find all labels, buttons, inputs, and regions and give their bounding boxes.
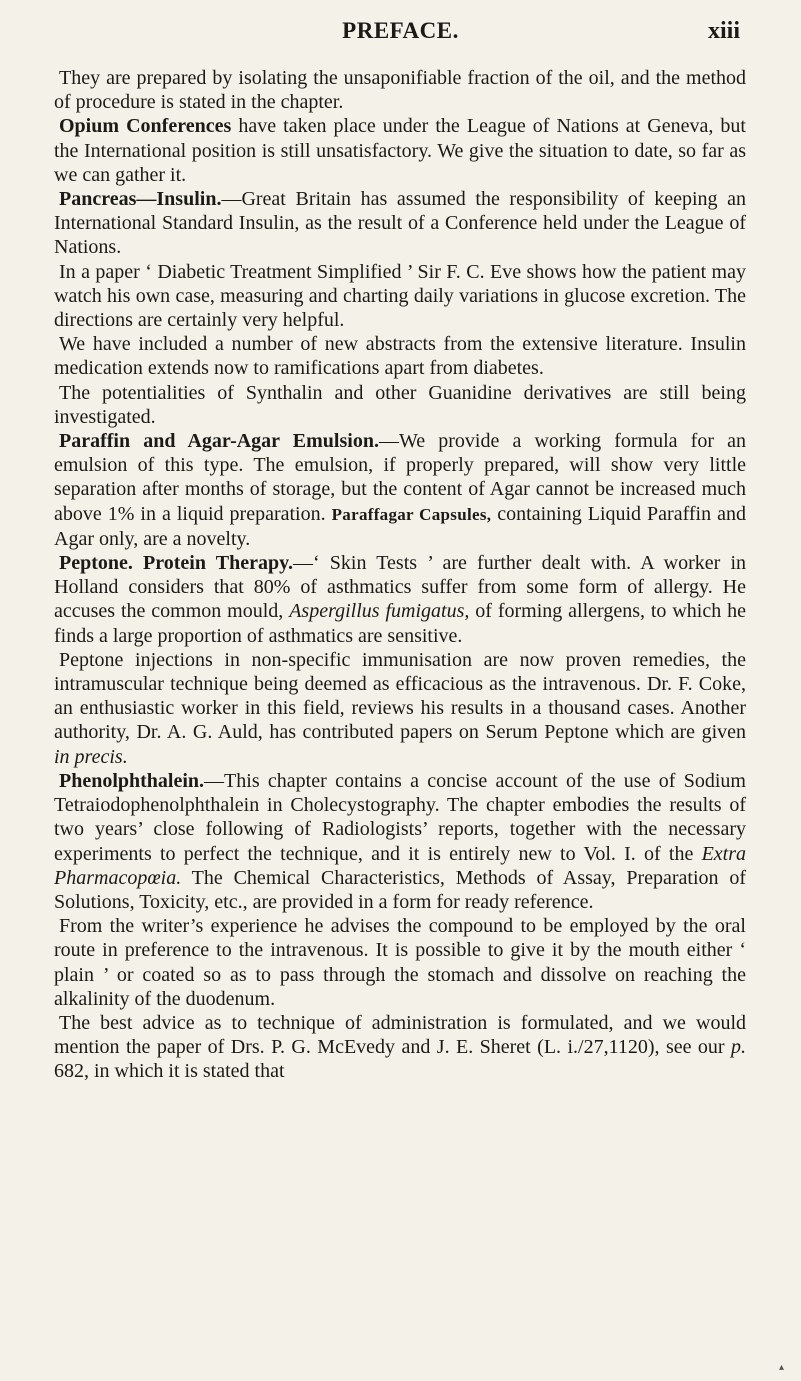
paragraph <box>54 332 746 380</box>
italic-term: Aspergillus fumigatus, <box>289 600 470 623</box>
paragraph-text: The Chemical Characteristics, Methods of Assay, Preparation of Solutions, Toxicity, etc., are provided in a form for ready reference. <box>54 866 746 913</box>
paragraph-phenolphthalein <box>54 769 746 914</box>
paragraph-text: From the writer’s experience he advises the compound to be employed by the oral route in preference to the intravenous. It is possible to give it by the mouth either ‘ plain ’ or coated so as to pass through the stomach and dissolve on reaching the alkalinity of the duodenum. <box>54 915 746 1010</box>
product-name: Paraffagar Capsules, <box>331 504 492 524</box>
running-header <box>0 18 801 52</box>
paragraph-text: —This chapter contains a concise account of the use of Sodium Tetraiodophenolphthalein in Cholecystography. The chapter embodies the results of two years’ close following of Radiologists’ reports, together with the necessary experiments to perfect the technique, and it is entirely new to Vol. I. of the <box>54 769 746 865</box>
paragraph <box>54 66 746 114</box>
section-heading: Opium Conferences <box>59 115 232 138</box>
paragraph-text: In a paper ‘ Diabetic Treatment Simplified ’ Sir F. C. Eve shows how the patient may watch his own case, measuring and charting daily variations in glucose excretion. The directions are certainly very helpful. <box>54 260 746 332</box>
paragraph <box>54 260 746 333</box>
paragraph-text: of forming allergens, to which he finds a large proportion of asthmatics are sensitive. <box>54 600 746 647</box>
page-number: xiii <box>707 18 740 44</box>
italic-term: p. <box>731 1036 746 1059</box>
paragraph-text: —Great Britain has assumed the responsibility of keeping an International Standard Insulin, as the result of a Conference held under the League of Nations. <box>54 188 746 259</box>
section-heading: Pancreas—Insulin. <box>59 188 222 211</box>
paragraph-text: The best advice as to technique of administration is formulated, and we would mention the paper of Drs. P. G. McEvedy and J. E. Sheret (L. i./27,1120), see our <box>54 1011 746 1059</box>
paragraph-text: They are prepared by isolating the unsaponifiable fraction of the oil, and the method of procedure is stated in the chapter. <box>54 67 746 114</box>
paragraph-text: 682, in which it is stated that <box>54 1060 285 1083</box>
paragraph-text: —‘ Skin Tests ’ are further dealt with. A worker in Holland considers that 80% of asthmatics suffer from some form of allergy. He accuses the common mould, <box>54 552 746 623</box>
paragraph-text: have taken place under the League of Nations at Geneva, but the International position is still unsatisfactory. We give the situation to date, so far as we can gather it. <box>54 115 746 186</box>
paragraph-insulin <box>54 187 746 260</box>
italic-term: in precis. <box>54 745 128 768</box>
paragraph-text: We have included a number of new abstracts from the extensive literature. Insulin medication extends now to ramifications apart from diabetes. <box>54 333 746 380</box>
italic-term: Extra Pharmacopœia. <box>54 842 746 889</box>
paragraph-peptone <box>54 551 746 648</box>
printer-mark: ▴ <box>779 1362 785 1373</box>
body-text <box>54 66 746 1084</box>
paragraph-text: —We provide a working formula for an emulsion of this type. The emulsion, if properly prepared, will show very little separation after months of storage, but the content of Agar cannot be increased much above 1% in a liquid preparation. <box>54 430 746 525</box>
paragraph-text: Peptone injections in non-specific immunisation are now proven remedies, the intramuscular technique being deemed as efficacious as the intravenous. Dr. F. Coke, an enthusiastic worker in this field, reviews his results in a thousand cases. Another authority, Dr. A. G. Auld, has contributed papers on Serum Peptone which are given <box>54 648 746 744</box>
paragraph <box>54 1011 746 1084</box>
section-heading: Phenolphthalein. <box>59 769 205 792</box>
paragraph-text: The potentialities of Synthalin and other Guanidine derivatives are still being investigated. <box>54 381 746 428</box>
paragraph <box>54 914 746 1011</box>
section-heading: Paraffin and Agar-Agar Emulsion. <box>59 430 379 453</box>
paragraph-opium <box>54 114 746 187</box>
paragraph-text: containing Liquid Paraffin and Agar only, are a novelty. <box>54 502 746 550</box>
section-heading: Peptone. Protein Therapy. <box>59 552 293 575</box>
paragraph <box>54 381 746 429</box>
running-title: PREFACE. <box>342 18 459 43</box>
paragraph <box>54 648 746 769</box>
paragraph-paraffin <box>54 429 746 551</box>
